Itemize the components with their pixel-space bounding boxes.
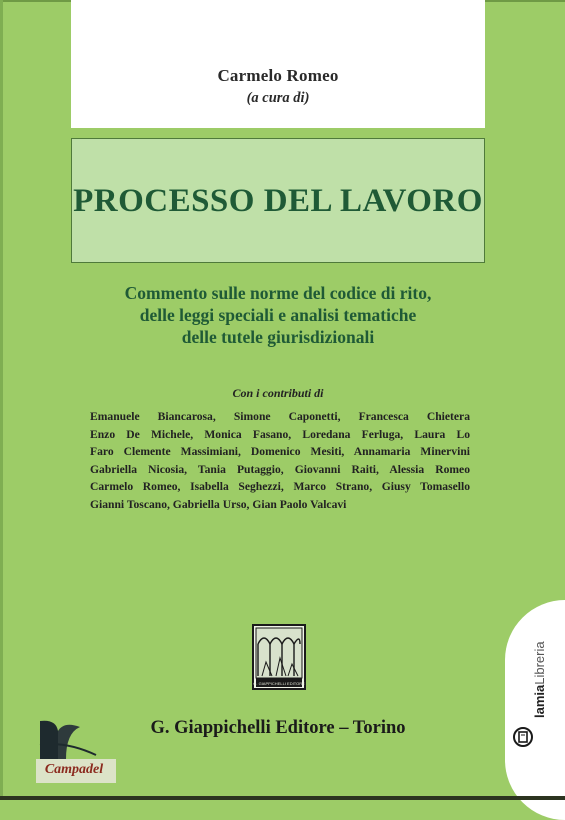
title-box	[71, 138, 485, 263]
left-edge	[0, 0, 3, 800]
brand-part: lamia	[532, 684, 547, 718]
publisher-name: G. Giappichelli Editore – Torino	[150, 718, 406, 738]
contributors-line: Gabriella Nicosia, Tania Putaggio, Giovanni Raiti, Alessia Romeo	[90, 462, 470, 476]
subtitle-line: delle leggi speciali e analisi tematiche	[139, 305, 417, 325]
brand-part: Libreria	[532, 641, 547, 685]
contributors-line: Gianni Toscano, Gabriella Urso, Gian Paolo Valcavi	[90, 497, 347, 511]
contributors-line: Emanuele Biancarosa, Simone Caponetti, Francesca Chietera	[90, 410, 470, 423]
contributors-line: Carmelo Romeo, Isabella Seghezzi, Marco Strano, Giusy Tomasello	[90, 480, 470, 494]
subtitle-line: delle tutele giurisdizionali	[181, 327, 375, 347]
brand-wordmark	[531, 608, 549, 718]
emblem-text: G. GIAPPICHELLI EDITORE	[253, 681, 305, 686]
contributors-list	[90, 408, 470, 514]
building-engraving-icon	[252, 624, 306, 690]
book-subtitle	[70, 282, 486, 348]
author-name: Carmelo Romeo	[217, 66, 339, 85]
author-role: (a cura di)	[246, 90, 310, 106]
author-box	[71, 0, 485, 128]
contributors-line: Faro Clemente Massimiani, Domenico Mesiti, Annamaria Minervini	[90, 445, 470, 459]
bottom-edge	[0, 796, 565, 800]
book-title: PROCESSO DEL LAVORO	[73, 183, 483, 219]
contributors-line: Enzo De Michele, Monica Fasano, Loredana Ferluga, Laura Lo	[90, 427, 470, 441]
contributors-heading: Con i contributi di	[232, 386, 324, 400]
campadel-wordmark: Campadel	[44, 762, 104, 777]
subtitle-line: Commento sulle norme del codice di rito,	[124, 283, 432, 303]
lamialibreria-logo-icon	[513, 727, 533, 747]
